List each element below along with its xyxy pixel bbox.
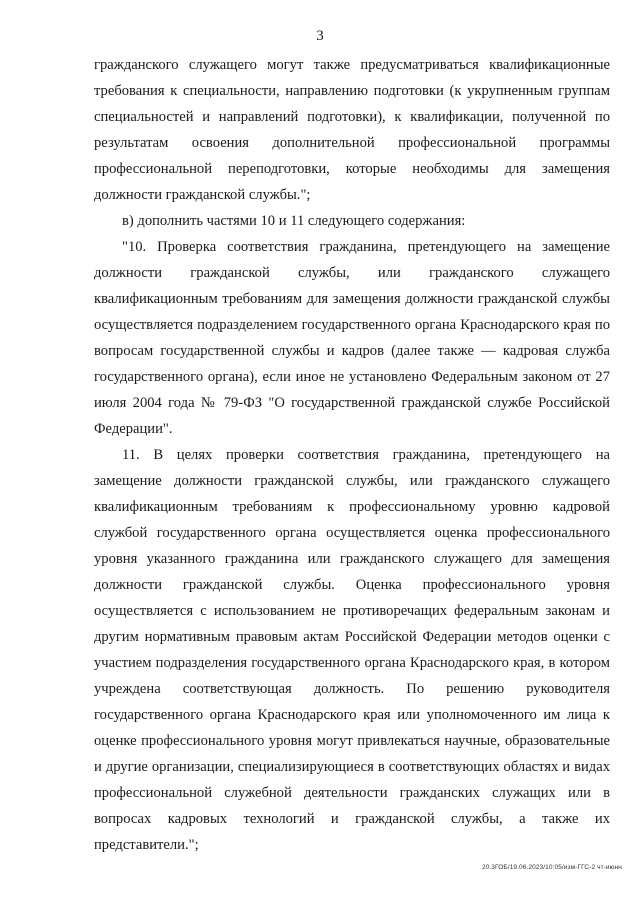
paragraph-part-11: 11. В целях проверки соответствия гражданина, претендующего на замещение должности гражданской службы, или гражданского служащего квалификационным требованиям к профессиональному уровню кадровой службой государственного органа осуществляется оценка профессионального уровня указанного гражданина или гражданского служащего для замещения должности гражданской службы. Оценка профессионального уровня осуществляется с использованием не противоречащих федеральным законам и другим нормативным правовым актам Российской Федерации методов оценки с участием подразделения государственного органа Краснодарского края, в котором учреждена соответствующая должность. По решению руководителя государственного органа Краснодарского края или уполномоченного им лица к оценке профессионального уровня могут привлекаться научные, образовательные и другие организации, специализирующиеся в соответствующих областях и видах профессиональной служебной деятельности гражданских служащих или в вопросах кадровых технологий и гражданской службы, а также их представители.";: [94, 447, 610, 853]
document-body: [94, 52, 610, 858]
paragraph-continuation: гражданского служащего могут также предусматриваться квалификационные требования к специальности, направлению подготовки (к укрупненным группам специальностей и направлений подготовки), к квалификации, полученной по результатам освоения дополнительной профессиональной программы профессиональной переподготовки, которые необходимы для замещения должности гражданской службы.";: [94, 57, 610, 203]
paragraph-part-10: "10. Проверка соответствия гражданина, претендующего на замещение должности гражданской службы, или гражданского служащего квалификационным требованиям для замещения должности гражданской службы осуществляется подразделением государственного органа Краснодарского края по вопросам государственной службы и кадров (далее также — кадровая служба государственного органа), если иное не установлено Федеральным законом от 27 июля 2004 года № 79-ФЗ "О государственной гражданской службе Российской Федерации".: [94, 239, 610, 437]
page-number: 3: [316, 28, 324, 44]
document-footer-code: 20.3ГОБ/19.06.2023/10:05/изм-ГГС-2 чт-июнн: [481, 864, 622, 871]
paragraph-item-v: в) дополнить частями 10 и 11 следующего содержания:: [122, 213, 466, 229]
